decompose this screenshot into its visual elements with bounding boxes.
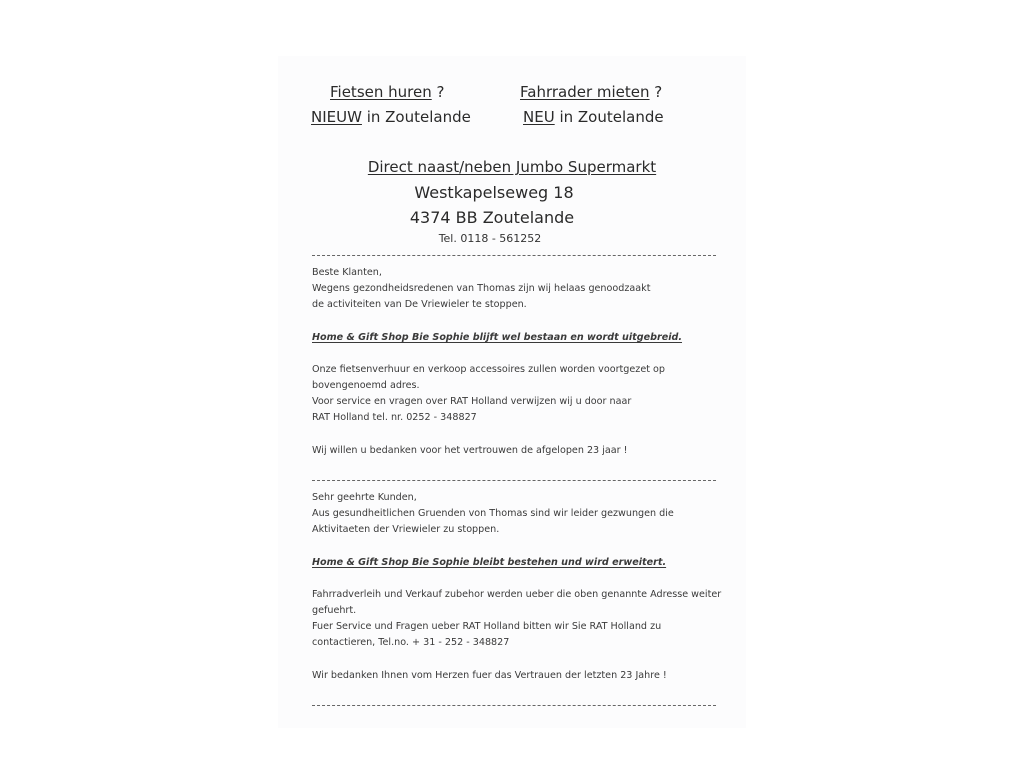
nl-new-label: NIEUW bbox=[311, 108, 362, 126]
divider-middle bbox=[312, 480, 716, 481]
de-question-mark: ? bbox=[649, 83, 663, 101]
dutch-line-4: bovengenoemd adres. bbox=[312, 380, 420, 392]
dutch-line-5: Voor service en vragen over RAT Holland verwijzen wij u door naar bbox=[312, 396, 632, 408]
german-thanks: Wir bedanken Ihnen vom Herzen fuer das Vertrauen der letzten 23 Jahre ! bbox=[312, 669, 667, 681]
dutch-line-1: Wegens gezondheidsredenen van Thomas zijn wij helaas genoodzaakt bbox=[312, 283, 651, 295]
flyer-page bbox=[278, 56, 746, 728]
nl-question-text: Fietsen huren bbox=[330, 83, 432, 101]
german-line-4: gefuehrt. bbox=[312, 605, 357, 617]
de-new-location: in Zoutelande bbox=[554, 108, 664, 126]
divider-top bbox=[312, 255, 716, 256]
phone-line: Tel. 0118 - 561252 bbox=[438, 232, 542, 245]
german-greeting: Sehr geehrte Kunden, bbox=[312, 492, 417, 503]
location-line: Direct naast/neben Jumbo Supermarkt bbox=[367, 158, 657, 176]
dutch-line-2: de activiteiten van De Vriewieler te stoppen. bbox=[312, 299, 527, 311]
dutch-notice bbox=[312, 265, 722, 459]
nl-question-heading bbox=[330, 83, 444, 101]
street-line: Westkapelseweg 18 bbox=[414, 183, 574, 202]
de-question-heading bbox=[520, 83, 662, 101]
de-new-label: NEU bbox=[523, 108, 555, 126]
german-line-3: Fahrradverleih und Verkauf zubehor werden ueber die oben genannte Adresse weiter bbox=[312, 588, 722, 600]
dutch-line-6: RAT Holland tel. nr. 0252 - 348827 bbox=[312, 412, 477, 424]
nl-new-location: in Zoutelande bbox=[361, 108, 471, 126]
german-line-6: contactieren, Tel.no. + 31 - 252 - 348827 bbox=[312, 637, 510, 649]
german-line-2: Aktivitaeten der Vriewieler zu stoppen. bbox=[312, 524, 500, 536]
divider-bottom bbox=[312, 705, 716, 706]
german-line-5: Fuer Service und Fragen ueber RAT Holland bitten wir Sie RAT Holland zu bbox=[312, 621, 662, 633]
dutch-greeting: Beste Klanten, bbox=[312, 267, 382, 278]
german-shop-notice: Home & Gift Shop Bie Sophie bleibt bestehen und wird erweitert. bbox=[312, 556, 667, 568]
de-question-text: Fahrrader mieten bbox=[520, 83, 650, 101]
de-new-heading bbox=[523, 108, 664, 126]
nl-new-heading bbox=[311, 108, 471, 126]
postcode-city-line: 4374 BB Zoutelande bbox=[409, 208, 575, 227]
dutch-line-3: Onze fietsenverhuur en verkoop accessoires zullen worden voortgezet op bbox=[312, 363, 666, 375]
dutch-thanks: Wij willen u bedanken voor het vertrouwen de afgelopen 23 jaar ! bbox=[312, 444, 628, 456]
nl-question-mark: ? bbox=[431, 83, 445, 101]
german-notice bbox=[312, 490, 722, 684]
german-line-1: Aus gesundheitlichen Gruenden von Thomas sind wir leider gezwungen die bbox=[312, 508, 674, 520]
dutch-shop-notice: Home & Gift Shop Bie Sophie blijft wel bestaan en wordt uitgebreid. bbox=[312, 331, 683, 343]
